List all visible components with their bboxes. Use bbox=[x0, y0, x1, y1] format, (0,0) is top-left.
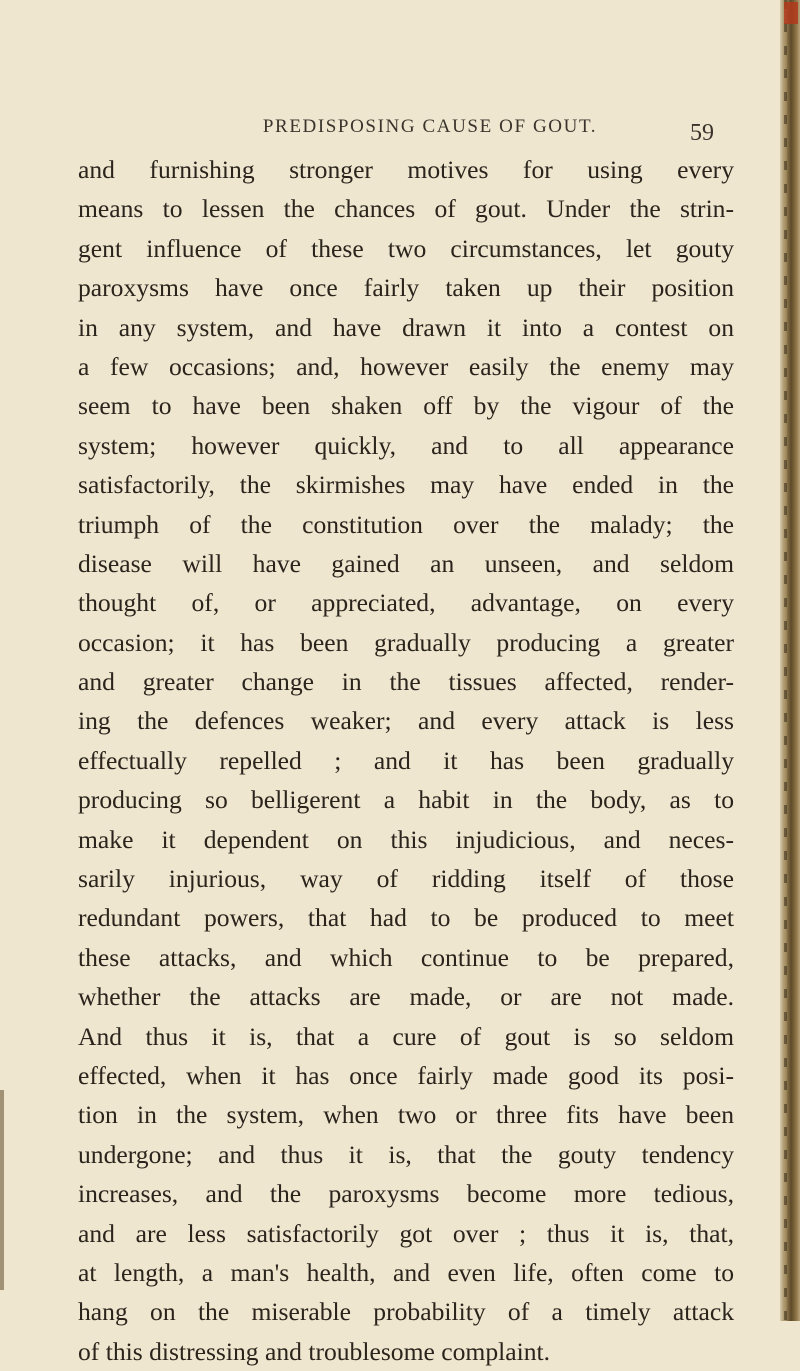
binding-shadow bbox=[0, 1090, 4, 1290]
text-line: these attacks, and which continue to be prepared, bbox=[78, 942, 734, 972]
text-line: triumph of the constitution over the malady; the bbox=[78, 509, 734, 539]
text-line: sarily injurious, way of ridding itself of those bbox=[78, 864, 734, 894]
bookmark-tab bbox=[784, 2, 798, 24]
text-line: effectually repelled ; and it has been gradually bbox=[78, 745, 734, 775]
text-line: effected, when it has once fairly made good its posi- bbox=[78, 1060, 734, 1090]
text-line: means to lessen the chances of gout. Under the strin- bbox=[78, 194, 734, 224]
text-line: thought of, or appreciated, advantage, on every bbox=[78, 588, 734, 618]
text-line: redundant powers, that had to be produced to meet bbox=[78, 903, 734, 933]
text-line: ing the defences weaker; and every attack is less bbox=[78, 706, 734, 736]
page-edge-shadow bbox=[780, 0, 800, 1321]
text-line: hang on the miserable probability of a timely attack bbox=[78, 1297, 734, 1327]
text-line: producing so belligerent a habit in the body, as to bbox=[78, 785, 734, 815]
text-line: system; however quickly, and to all appearance bbox=[78, 430, 734, 460]
text-line: of this distressing and troublesome complaint. bbox=[78, 1336, 550, 1366]
text-line: and are less satisfactorily got over ; thus it is, that, bbox=[78, 1218, 734, 1248]
text-line: gent influence of these two circumstances, let gouty bbox=[78, 233, 734, 263]
page-header bbox=[130, 116, 730, 146]
text-line: in any system, and have drawn it into a contest on bbox=[78, 312, 734, 342]
text-line: seem to have been shaken off by the vigour of the bbox=[78, 391, 734, 421]
text-line: occasion; it has been gradually producing a greater bbox=[78, 627, 734, 657]
text-line: tion in the system, when two or three fits have been bbox=[78, 1100, 734, 1130]
text-line: disease will have gained an unseen, and seldom bbox=[78, 548, 734, 578]
running-head: PREDISPOSING CAUSE OF GOUT. bbox=[262, 116, 598, 137]
text-line: and furnishing stronger motives for using every bbox=[78, 155, 734, 184]
text-line: make it dependent on this injudicious, and neces- bbox=[78, 824, 734, 854]
text-line: And thus it is, that a cure of gout is so seldom bbox=[78, 1021, 734, 1051]
text-line: increases, and the paroxysms become more tedious, bbox=[78, 1179, 734, 1209]
text-line: whether the attacks are made, or are not made. bbox=[78, 982, 734, 1012]
text-line: a few occasions; and, however easily the enemy may bbox=[78, 351, 734, 381]
text-line: satisfactorily, the skirmishes may have ended in the bbox=[78, 470, 734, 500]
page-number: 59 bbox=[690, 120, 714, 146]
text-line: at length, a man's health, and even life, often come to bbox=[78, 1257, 734, 1287]
body-text bbox=[78, 150, 734, 1371]
text-line: and greater change in the tissues affected, render- bbox=[78, 667, 734, 697]
text-line: paroxysms have once fairly taken up their position bbox=[78, 273, 734, 303]
text-line: undergone; and thus it is, that the gouty tendency bbox=[78, 1139, 734, 1169]
